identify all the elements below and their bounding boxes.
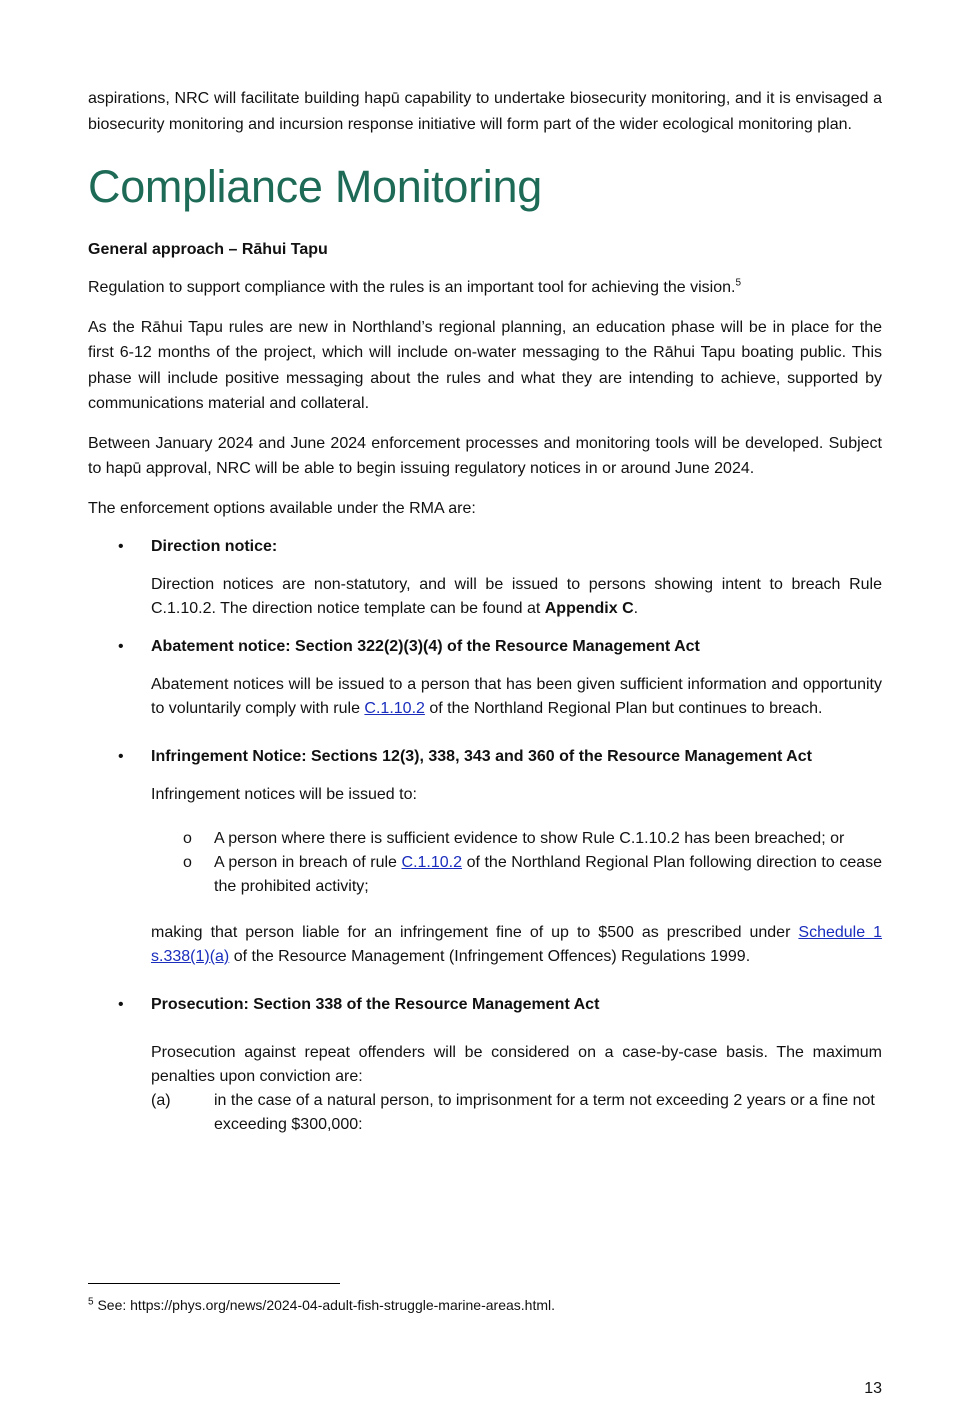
paragraph-vision	[88, 275, 882, 301]
infringement-tail-a: making that person liable for an infringement fine of up to $500 as prescribed under	[151, 924, 799, 941]
paragraph-options-intro: The enforcement options available under the RMA are:	[88, 499, 476, 517]
enforcement-options-list	[88, 535, 882, 1137]
circle-bullet-icon: o	[183, 830, 192, 847]
penalty-item-marker: (a)	[151, 1092, 171, 1109]
circle-bullet-icon: o	[183, 854, 192, 871]
page-number: 13	[864, 1380, 882, 1397]
direction-body	[151, 573, 882, 621]
infringement-title: Infringement Notice: Sections 12(3), 338, 343 and 360 of the Resource Management Act	[151, 748, 812, 765]
prosecution-title: Prosecution: Section 338 of the Resource Management Act	[151, 996, 600, 1013]
bullet-icon: •	[118, 996, 124, 1013]
infringement-sub-list	[88, 827, 882, 899]
paragraph-enforcement-timeline: Between January 2024 and June 2024 enforcement processes and monitoring tools will be developed. Subject to hapū approval, NRC will be able to begin issuing regulatory notices in or around June 2024.	[88, 434, 882, 477]
footnote-number: 5	[88, 1296, 94, 1308]
sub-list-item	[88, 851, 882, 899]
rule-link[interactable]: C.1.10.2	[401, 854, 462, 871]
sub-item-text-a: A person in breach of rule	[214, 854, 402, 871]
footnote-ref[interactable]: 5	[735, 277, 742, 289]
list-item-prosecution	[88, 993, 882, 1137]
abatement-title: Abatement notice: Section 322(2)(3)(4) of the Resource Management Act	[151, 638, 700, 655]
abatement-text-b: of the Northland Regional Plan but continues to breach.	[424, 700, 823, 717]
sub-item-text-b: of the Northland Regional Plan following direction to cease the prohibited activity;	[214, 854, 883, 895]
bullet-icon: •	[118, 638, 124, 655]
infringement-body: Infringement notices will be issued to:	[151, 786, 417, 803]
direction-text: Direction notices are non-statutory, and will be issued to persons showing intent to breach Rule C.1.10.2. The direction notice template can be found at	[151, 576, 882, 617]
abatement-body	[151, 673, 882, 721]
bullet-icon: •	[118, 538, 124, 555]
page-content	[88, 86, 882, 1137]
infringement-tail	[151, 921, 882, 969]
list-item-abatement	[88, 635, 882, 721]
intro-paragraph: aspirations, NRC will facilitate building hapū capability to undertake biosecurity monitoring, and it is envisaged a biosecurity monitoring and incursion response initiative will form part of the wider ecological monitoring plan.	[88, 90, 882, 133]
rule-link[interactable]: C.1.10.2	[364, 700, 425, 717]
penalty-item-text: in the case of a natural person, to imprisonment for a term not exceeding 2 years or a fine not exceeding $300,000:	[214, 1092, 875, 1133]
appendix-ref: Appendix C	[544, 600, 634, 617]
sub-item-text: A person where there is sufficient evidence to show Rule C.1.10.2 has been breached; or	[214, 830, 845, 847]
list-item-infringement	[88, 745, 882, 969]
footnote	[88, 1296, 555, 1314]
footnote-text: See: https://phys.org/news/2024-04-adult-fish-struggle-marine-areas.html.	[93, 1297, 556, 1313]
footnote-divider	[88, 1283, 340, 1284]
bullet-icon: •	[118, 748, 124, 765]
direction-title: Direction notice:	[151, 538, 278, 555]
direction-end: .	[633, 600, 639, 617]
paragraph-vision-text: Regulation to support compliance with the rules is an important tool for achieving the vision.	[88, 279, 736, 296]
penalty-item	[151, 1089, 882, 1137]
section-heading: Compliance Monitoring	[88, 161, 542, 212]
schedule-link[interactable]: Schedule 1 s.338(1)(a)	[151, 924, 883, 965]
paragraph-education: As the Rāhui Tapu rules are new in Northland’s regional planning, an education phase will be in place for the first 6-12 months of the project, which will include on-water messaging to the Rāhui Tapu boating public. This phase will include positive messaging about the rules and what they are intending to achieve, supported by communications material and collateral.	[88, 318, 882, 412]
abatement-text-a: Abatement notices will be issued to a person that has been given sufficient information and opportunity to voluntarily comply with rule	[151, 676, 882, 717]
infringement-tail-b: of the Resource Management (Infringement Offences) Regulations 1999.	[229, 948, 751, 965]
sub-list-item	[88, 827, 882, 851]
list-item-direction	[88, 535, 882, 621]
prosecution-body: Prosecution against repeat offenders will be considered on a case-by-case basis. The maximum penalties upon conviction are:	[151, 1044, 882, 1085]
subheading: General approach – Rāhui Tapu	[88, 241, 328, 258]
